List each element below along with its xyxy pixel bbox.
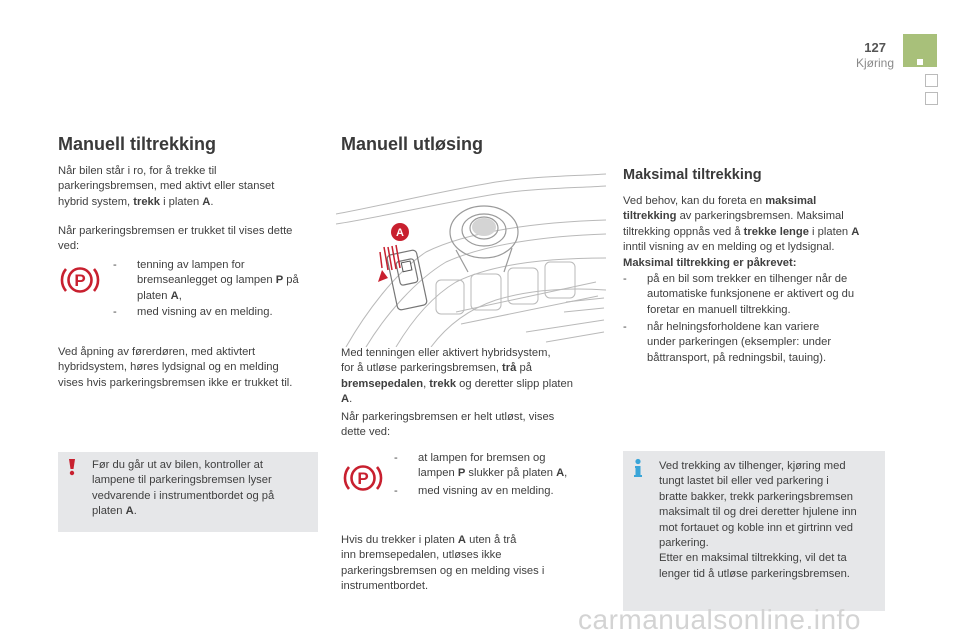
svg-text:P: P [357,469,369,488]
active-tab-marker [917,59,923,65]
section-title-manual-apply: Manuell tiltrekking [58,134,217,154]
section-title-max-apply: Maksimal tiltrekking [623,167,762,183]
warning-exclamation-icon [64,458,80,476]
middle-paragraph-2: Når parkeringsbremsen er helt utløst, vises dette ved: [341,411,555,439]
middle-paragraph-1: Med tenningen eller aktivert hybridsystem, for å utløse parkeringsbremsen, trå på bremsepedalen, trekk og deretter slipp platen A. [341,347,573,406]
console-illustration [336,162,606,347]
left-paragraph-2: Når parkeringsbremsen er trukket til vises dette ved: [58,225,293,253]
left-paragraph-3: Ved åpning av førerdøren, med aktivtert hybridsystem, høres lydsignal og en melding vises hvis parkeringsbremsen ikke er trukket til. [58,346,293,389]
right-list-item-2: - når helningsforholdene kan variere under parkeringen (eksempler: under båttransport, på redningsbil, tauing). [623,321,832,364]
tab-box-2[interactable] [925,92,938,105]
warning-text: Før du går ut av bilen, kontroller at lampene til parkeringsbremsen lyser vedvarende i instrumentbordet og på platen A. [92,459,275,518]
middle-list-item-1: - at lampen for bremsen og lampen P slukker på platen A, [394,452,568,480]
info-text: Ved trekking av tilhenger, kjøring med tungt lastet bil eller ved parkering i bratte bakker, trekk parkeringsbremsen maksimalt til og drei deretter hjulene inn mot fortauet og koble inn et girtrinn ved parkering. Etter en maksimal tiltrekking, vil det ta lenger tid å utløse parkeringsbremsen. [659,460,857,580]
callout-a-label: A [396,227,404,239]
middle-list-item-2: - med visning av en melding. [394,485,554,497]
left-paragraph-1: Når bilen står i ro, for å trekke til parkeringsbremsen, med aktivt eller stanset hybrid system, trekk i platen A. [58,165,275,208]
watermark: carmanualsonline.info [578,604,861,635]
parking-brake-warning-icon [343,462,383,494]
left-list-item-1: - tenning av lampen for bremseanlegget og lampen P på platen A, [113,259,299,302]
right-subheading: Maksimal tiltrekking er påkrevet: [623,257,797,269]
left-list-item-2: - med visning av en melding. [113,306,273,318]
middle-paragraph-3: Hvis du trekker i platen A uten å trå inn bremsepedalen, utløses ikke parkeringsbremsen og en melding vises i instrumentbordet. [341,534,545,593]
parking-brake-warning-icon [60,264,100,296]
chapter-title: Kjøring [855,56,894,70]
section-title-manual-release: Manuell utløsing [341,134,483,154]
info-icon [630,458,646,478]
right-list-item-1: - på en bil som trekker en tilhenger når de automatiske funksjonene er aktivert og du foretar en manuell tiltrekking. [623,273,855,316]
tab-box-1[interactable] [925,74,938,87]
right-paragraph-1: Ved behov, kan du foreta en maksimal tiltrekking av parkeringsbremsen. Maksimal tiltrekking oppnås ved å trekke lenge i platen A inntil visning av en melding og et lydsignal. [623,195,860,254]
page-number: 127 [864,40,886,55]
chapter-tab[interactable] [903,34,937,67]
svg-text:P: P [74,271,86,290]
